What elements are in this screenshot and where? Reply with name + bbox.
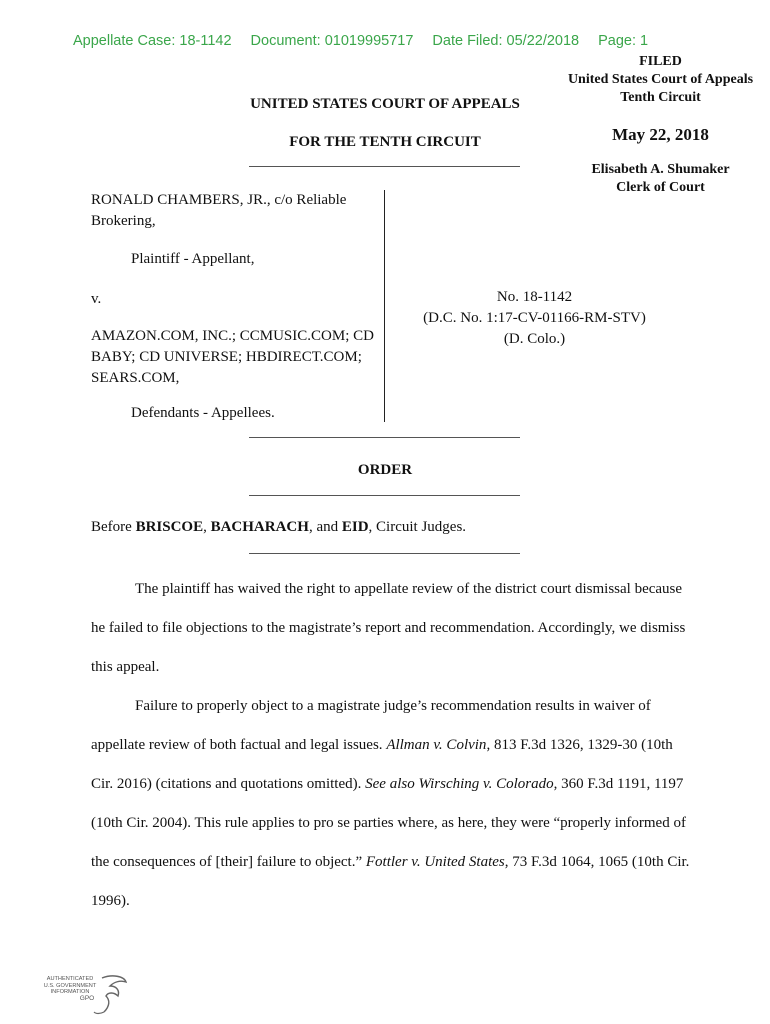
separator: ,	[203, 519, 211, 535]
court-title-line1: UNITED STATES COURT OF APPEALS	[250, 96, 520, 112]
filed-label: FILED	[639, 54, 682, 69]
plaintiff-role: Plaintiff - Appellant,	[131, 251, 255, 267]
text: , 813 F.3d 1326, 1329-30 (10th Cir. 2016) (citations and quotations omitted).	[91, 737, 673, 792]
clerk-name: Elisabeth A. Shumaker	[591, 162, 730, 177]
text: Failure to properly object to a magistrate judge’s recommendation results in waiver of appellate review of both factual and legal issues.	[91, 698, 651, 753]
caption-divider	[384, 190, 385, 422]
plaintiff-name: RONALD CHAMBERS, JR., c/o Reliable Brokering,	[91, 192, 347, 229]
district-case-number: (D.C. No. 1:17-CV-01166-RM-STV)	[423, 310, 646, 326]
gpo-line1: AUTHENTICATED	[46, 976, 94, 982]
case-citation: See also Wirsching v. Colorado	[365, 776, 554, 792]
gpo-line3: INFORMATION	[50, 989, 90, 995]
filed-stamp	[548, 53, 770, 197]
divider	[249, 495, 520, 496]
gpo-line4: GPO	[79, 994, 95, 1002]
header-page: Page: 1	[598, 33, 649, 49]
gpo-line2: U.S. GOVERNMENT	[43, 982, 97, 989]
divider	[249, 166, 520, 167]
case-citation: Allman v. Colvin	[386, 737, 487, 753]
filed-date: May 22, 2018	[612, 125, 709, 144]
case-number: No. 18-1142	[496, 289, 573, 305]
court-title-line2: FOR THE TENTH CIRCUIT	[289, 134, 481, 150]
defendants-names: AMAZON.COM, INC.; CCMUSIC.COM; CD BABY; CD UNIVERSE; HBDIRECT.COM; SEARS.COM,	[91, 328, 374, 386]
header-date-filed: Date Filed: 05/22/2018	[432, 33, 580, 49]
order-title: ORDER	[357, 462, 413, 478]
before-suffix: , Circuit Judges.	[368, 519, 467, 535]
paragraph-1: The plaintiff has waived the right to appellate review of the district court dismissal because he failed to file objections to the magistrate’s report and recommendation. Accordingly, we dismiss this appeal.	[91, 581, 686, 675]
paragraph-2	[91, 687, 691, 921]
header-case: Appellate Case: 18-1142	[73, 33, 232, 49]
versus: v.	[91, 291, 102, 307]
gpo-seal	[40, 972, 130, 1017]
divider	[249, 437, 520, 438]
judge-name: EID	[341, 519, 369, 535]
text: , 73 F.3d 1064, 1065 (10th Cir. 1996).	[91, 854, 690, 909]
header-document: Document: 01019995717	[250, 33, 414, 49]
district: (D. Colo.)	[503, 331, 566, 347]
filing-header	[73, 33, 667, 49]
before-prefix: Before	[91, 519, 136, 535]
defendants-role: Defendants - Appellees.	[131, 405, 275, 421]
text: , 360 F.3d 1191, 1197 (10th Cir. 2004). This rule applies to pro se parties where, as here, they were “properly informed of the consequences of [their] failure to object.”	[91, 776, 686, 870]
judge-name: BACHARACH	[210, 519, 309, 535]
order-body	[91, 570, 691, 921]
case-citation: Fottler v. United States	[365, 854, 505, 870]
filed-circuit: Tenth Circuit	[620, 90, 701, 105]
divider	[249, 553, 520, 554]
filed-court: United States Court of Appeals	[567, 72, 754, 87]
panel-judges	[91, 519, 466, 536]
separator: , and	[308, 519, 342, 535]
clerk-title: Clerk of Court	[616, 180, 705, 195]
case-number-block	[392, 287, 677, 350]
judge-name: BRISCOE	[135, 519, 204, 535]
